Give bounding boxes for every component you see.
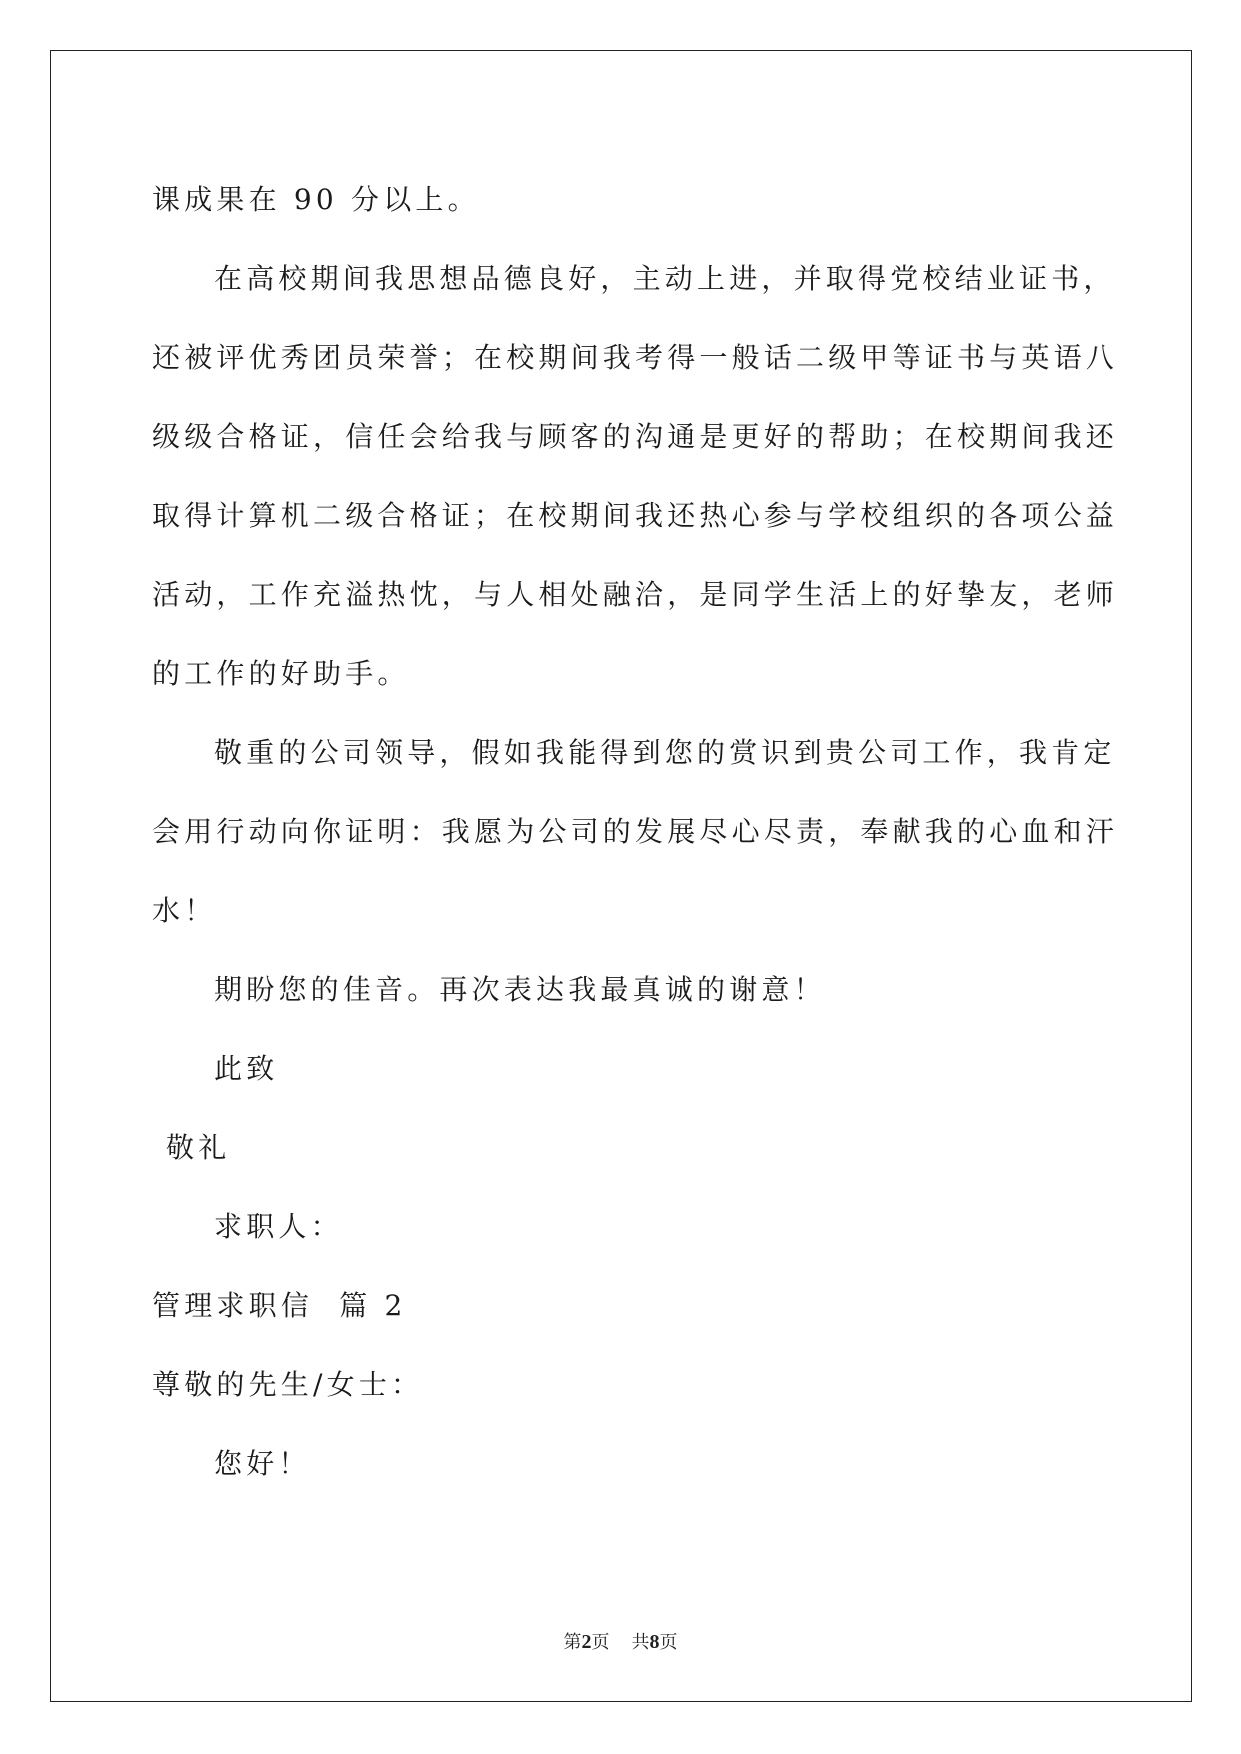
current-page-number: 2 xyxy=(581,1631,592,1653)
total-page-number: 8 xyxy=(649,1631,660,1653)
closing-salutation: 此致 xyxy=(214,1052,279,1085)
document-body xyxy=(152,160,1119,1503)
text-line-1: 课成果在 90 分以上。 xyxy=(152,183,480,216)
greeting-recipient: 尊敬的先生/女士： xyxy=(152,1368,424,1401)
text-line-9: 会用行动向你证明：我愿为公司的发展尽心尽责，奉献我的心血和汗 xyxy=(152,815,1119,848)
text-line-10: 水！ xyxy=(152,894,217,927)
footer-total-suffix: 页 xyxy=(659,1632,678,1653)
footer-page-suffix: 页 xyxy=(591,1632,610,1653)
text-line-8: 敬重的公司领导，假如我能得到您的赏识到贵公司工作，我肯定 xyxy=(214,736,1116,769)
text-line-2: 在高校期间我思想品德良好，主动上进，并取得党校结业证书， xyxy=(214,262,1116,295)
text-line-7: 的工作的好助手。 xyxy=(152,657,410,690)
text-line-4: 级级合格证，信任会给我与顾客的沟通是更好的帮助；在校期间我还 xyxy=(152,420,1119,453)
section-heading: 管理求职信 篇 2 xyxy=(152,1289,407,1322)
greeting-hello: 您好！ xyxy=(214,1447,311,1480)
text-line-5: 取得计算机二级合格证；在校期间我还热心参与学校组织的各项公益 xyxy=(152,499,1119,532)
text-line-11: 期盼您的佳音。再次表达我最真诚的谢意！ xyxy=(214,973,826,1006)
page-footer xyxy=(0,1628,1241,1654)
footer-total-prefix: 共 xyxy=(631,1632,650,1653)
applicant-label: 求职人： xyxy=(214,1210,343,1243)
text-line-3: 还被评优秀团员荣誉；在校期间我考得一般话二级甲等证书与英语八 xyxy=(152,341,1119,374)
footer-prefix: 第 xyxy=(563,1632,582,1653)
closing-regards: 敬礼 xyxy=(166,1131,231,1164)
text-line-6: 活动，工作充溢热忱，与人相处融洽，是同学生活上的好挚友，老师 xyxy=(152,578,1119,611)
